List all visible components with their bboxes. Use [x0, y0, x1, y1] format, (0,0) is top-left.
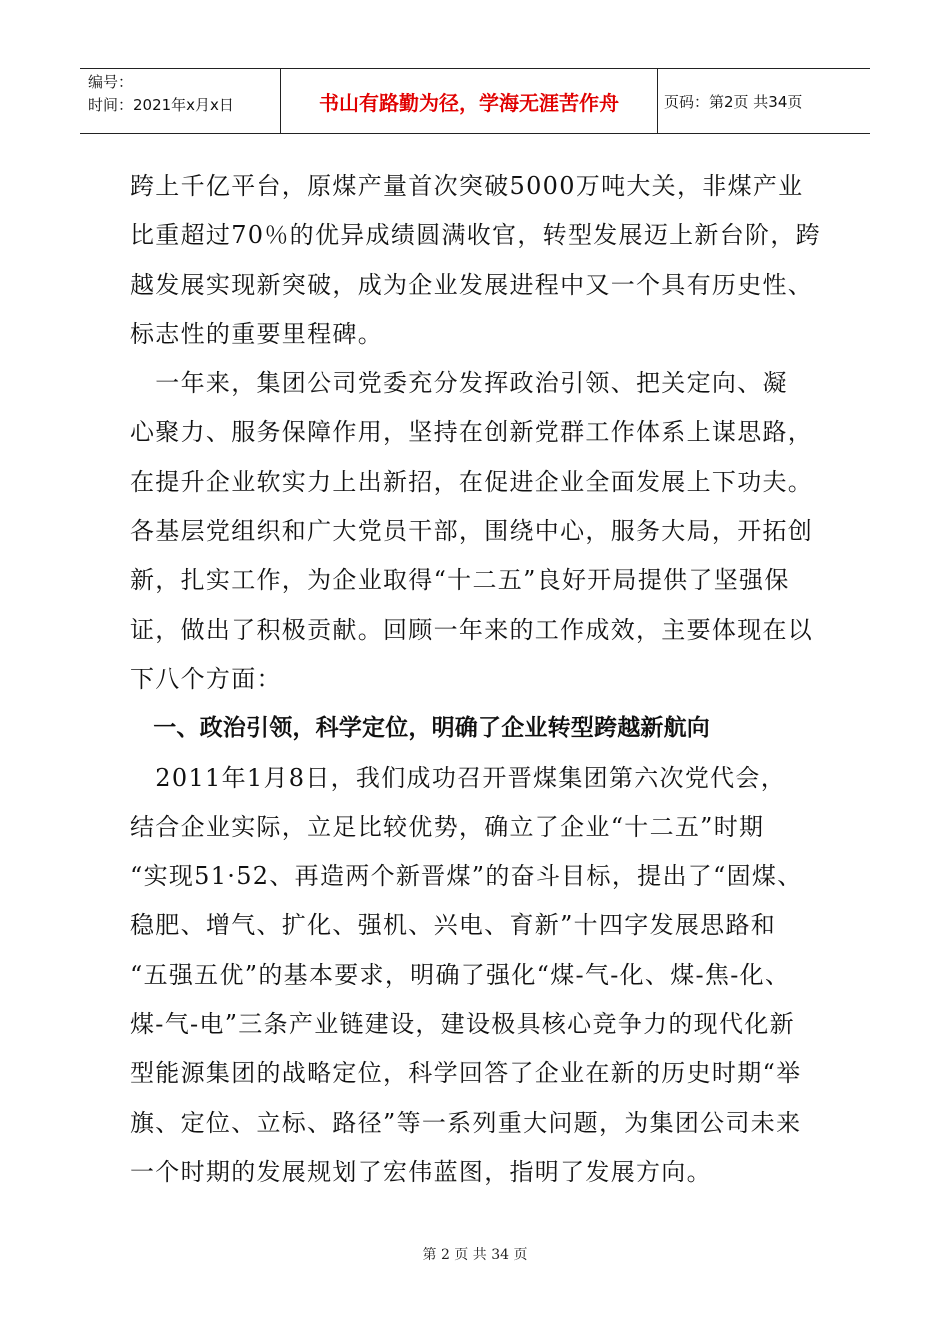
body-line: “实现51·52、再造两个新晋煤”的奋斗目标，提出了“固煤、 — [130, 862, 803, 891]
body-line: 煤-气-电”三条产业链建设，建设极具核心竞争力的现代化新 — [130, 1010, 795, 1039]
body-line: 下八个方面： — [130, 664, 282, 693]
body-line: 结合企业实际，立足比较优势，确立了企业“十二五”时期 — [130, 812, 765, 841]
body-line: 标志性的重要里程碑。 — [130, 319, 383, 348]
body-line: 在提升企业软实力上出新招，在促进企业全面发展上下功夫。 — [130, 467, 814, 496]
body-line: 越发展实现新突破，成为企业发展进程中又一个具有历史性、 — [130, 270, 814, 299]
body-line: 各基层党组织和广大党员干部，围绕中心，服务大局，开拓创 — [130, 517, 814, 546]
motto-text: 书山有路勤为径，学海无涯苦作舟 — [319, 90, 619, 115]
body-line: 比重超过70％的优异成绩圆满收官，转型发展迈上新台阶，跨 — [130, 221, 821, 250]
page-info: 页码：第2页 共34页 — [664, 92, 803, 111]
body-line: 一个时期的发展规划了宏伟蓝图，指明了发展方向。 — [130, 1157, 712, 1186]
footer-page-number: 第 2 页 共 34 页 — [422, 1247, 528, 1263]
document-header — [80, 68, 870, 134]
header-page-cell — [658, 69, 870, 133]
body-line: 心聚力、服务保障作用，坚持在创新党群工作体系上谋思路， — [130, 418, 814, 447]
body-line: 旗、定位、立标、路径”等一系列重大问题，为集团公司未来 — [130, 1108, 802, 1137]
body-line: 一年来，集团公司党委充分发挥政治引领、把关定向、凝 — [130, 369, 788, 398]
document-body — [130, 162, 830, 1197]
body-line: “五强五优”的基本要求，明确了强化“煤-气-化、煤-焦-化、 — [130, 960, 791, 989]
header-motto-cell — [281, 69, 658, 133]
body-line: 跨上千亿平台，原煤产量首次突破5000万吨大关，非煤产业 — [130, 172, 804, 200]
section-heading: 一、政治引领，科学定位，明确了企业转型跨越新航向 — [130, 715, 710, 742]
header-meta-cell — [80, 69, 281, 133]
body-line: 稳肥、增气、扩化、强机、兴电、育新”十四字发展思路和 — [130, 911, 777, 940]
body-line: 型能源集团的战略定位，科学回答了企业在新的历史时期“举 — [130, 1059, 802, 1088]
body-line: 新，扎实工作，为企业取得“十二五”良好开局提供了坚强保 — [130, 566, 790, 595]
number-label: 编号： — [88, 73, 134, 91]
page-footer — [0, 1244, 950, 1264]
time-label: 时间：2021年x月x日 — [88, 96, 234, 114]
body-line: 2011年1月8日，我们成功召开晋煤集团第六次党代会， — [130, 763, 787, 792]
body-line: 证，做出了积极贡献。回顾一年来的工作成效，主要体现在以 — [130, 615, 814, 644]
